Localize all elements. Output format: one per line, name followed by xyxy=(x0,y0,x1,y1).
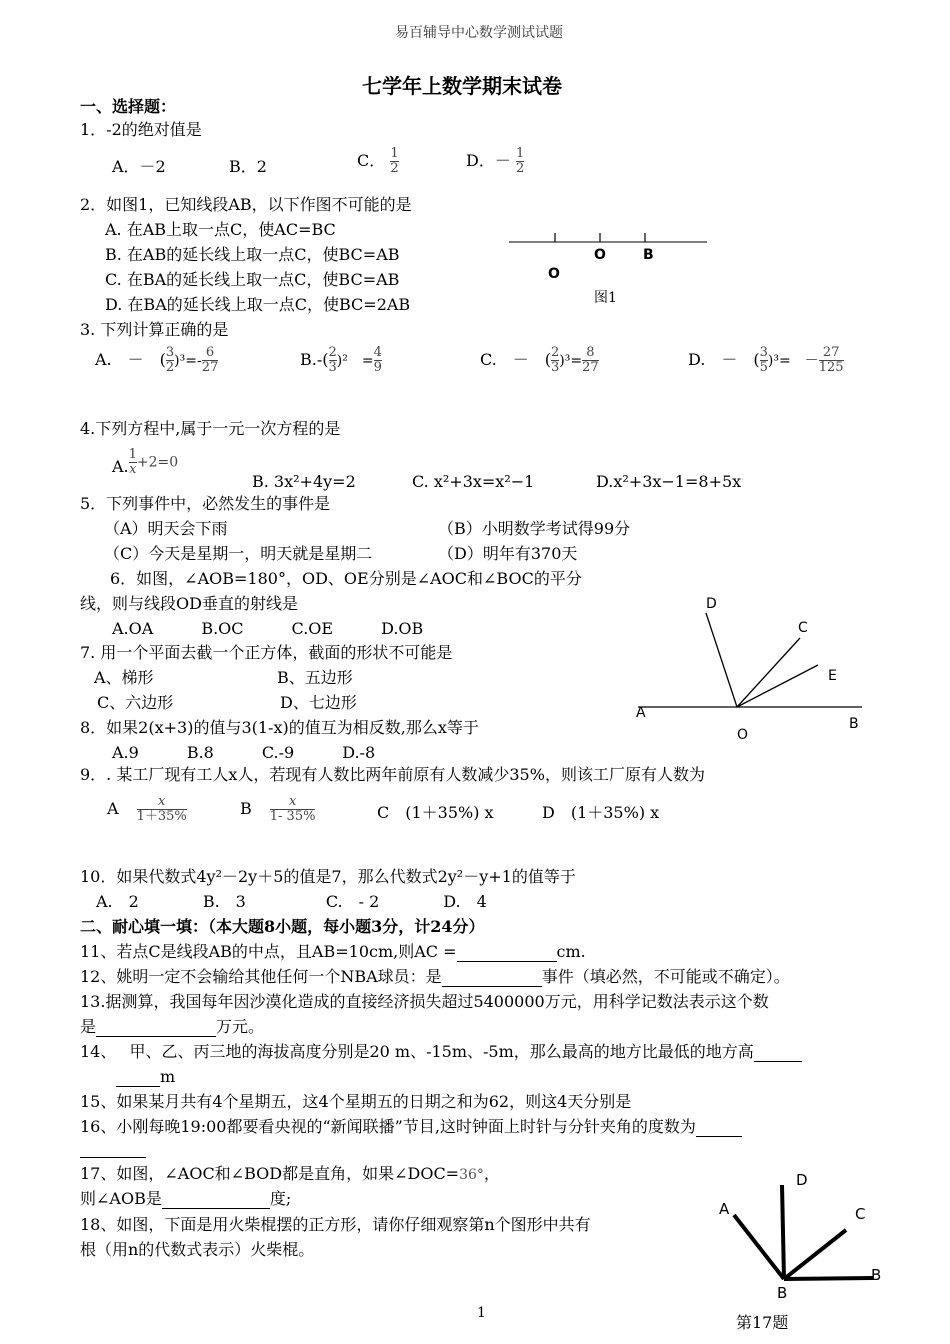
q3-b-rnum: 4 xyxy=(373,345,382,360)
q13-pre: 是 xyxy=(80,1017,97,1036)
q1-option-c-label: C． xyxy=(357,151,386,170)
q9-a-den: 1＋35% xyxy=(136,809,187,824)
q3-option-b xyxy=(300,346,382,375)
q3-stem: 3. 下列计算正确的是 xyxy=(80,320,229,339)
q14-unit: m xyxy=(160,1067,176,1086)
q1-option-d-fraction xyxy=(516,147,524,176)
q4-a-frac xyxy=(129,448,137,477)
q7-option-b: B、五边形 xyxy=(277,668,353,687)
q16-answer-blank-part1[interactable] xyxy=(696,1120,742,1137)
q18-line1: 18、如图，下面是用火柴棍摆的正方形，请你仔细观察第n个图形中共有 xyxy=(80,1215,591,1234)
q6-label-b: B xyxy=(849,716,859,732)
q3-a-frac xyxy=(166,346,174,375)
q1-option-c xyxy=(357,147,399,176)
figure-1-label-o2: O xyxy=(548,266,560,282)
q3-option-d xyxy=(688,346,844,375)
q5-option-c: （C）今天是星期一，明天就是星期二 xyxy=(104,544,373,563)
section-1-heading: 一、选择题： xyxy=(80,97,177,116)
page-header: 易百辅导中心数学测试试题 xyxy=(395,25,563,41)
q6-options: A.OA B.OC C.OE D.OB xyxy=(112,619,424,638)
q5-option-d: （D）明年有370天 xyxy=(438,544,578,563)
q13-answer-blank[interactable] xyxy=(96,1020,216,1037)
q12-answer-blank[interactable] xyxy=(442,970,542,987)
q9-option-a xyxy=(107,795,187,824)
q5-option-a: （A）明天会下雨 xyxy=(104,519,228,538)
q4-option-a xyxy=(112,448,178,477)
q1-c-num: 1 xyxy=(390,146,399,161)
q9-a-frac xyxy=(137,795,187,824)
q7-option-d: D、七边形 xyxy=(280,693,357,712)
q1-d-num: 1 xyxy=(515,146,525,161)
q6-stem-line1: 6．如图，∠AOB=180°，OD、OE分别是∠AOC和∠BOC的平分 xyxy=(110,569,582,588)
q9-b-frac xyxy=(270,795,316,824)
page-number: 1 xyxy=(477,1305,486,1321)
q3-a-rfrac xyxy=(202,346,219,375)
q4-a-rest: +2=0 xyxy=(136,454,179,471)
q2-option-d: D. 在BA的延长线上取一点C，使BC=2AB xyxy=(105,295,411,314)
q9-b-num: x xyxy=(288,794,297,809)
q4-a-den: x xyxy=(129,462,137,477)
q3-d-pre: D. － ( xyxy=(688,350,760,369)
q3-a-rnum: 6 xyxy=(205,345,215,360)
q13-line2 xyxy=(80,1017,264,1037)
q18-line2: 根（用n的代数式表示）火柴棍。 xyxy=(80,1240,315,1259)
q3-c-pow: )³= xyxy=(559,353,583,369)
q17-line2 xyxy=(80,1189,291,1209)
q4-a-num: 1 xyxy=(128,447,137,462)
q4-a-label: A. xyxy=(112,457,129,476)
q3-a-num: 3 xyxy=(165,345,175,360)
q6-label-e: E xyxy=(828,668,837,684)
q9-option-b xyxy=(240,795,315,824)
q17-label-b-vertex: B xyxy=(777,1284,788,1302)
q6-stem-line2: 线，则与线段OD垂直的射线是 xyxy=(80,594,298,613)
figure-1-label-o: O xyxy=(594,247,606,263)
q1-option-b: B．2 xyxy=(229,157,267,176)
q3-d-frac xyxy=(760,346,768,375)
q3-option-c xyxy=(480,346,599,375)
q9-a-num: x xyxy=(157,794,166,809)
q2-stem: 2．如图1，已知线段AB，以下作图不可能的是 xyxy=(80,195,412,214)
q14-text: 14、 甲、乙、丙三地的海拔高度分别是20 m、-15m、-5m，那么最高的地方比最低的地方高 xyxy=(80,1042,754,1061)
q1-option-c-fraction xyxy=(390,147,398,176)
q14-answer-blank-part2[interactable] xyxy=(116,1070,160,1087)
q15: 15、如果某月共有4个星期五，这4个星期五的日期之和为62，则这4天分别是 xyxy=(80,1092,632,1111)
q17-label-a: A xyxy=(719,1200,730,1218)
q14-line2 xyxy=(116,1067,175,1087)
q8-stem: 8．如果2(x+3)的值与3(1-x)的值互为相反数,那么x等于 xyxy=(80,718,479,737)
q7-option-a: A、梯形 xyxy=(94,668,154,687)
q3-b-frac xyxy=(329,346,337,375)
q9-a-label: A xyxy=(107,799,119,818)
q5-option-b: （B）小明数学考试得99分 xyxy=(438,519,631,538)
section-2-heading: 二、耐心填一填：（本大题8小题，每小题3分，计24分） xyxy=(80,917,485,936)
q3-c-pre: C. － ( xyxy=(480,350,552,369)
q3-d-pow: )³= － xyxy=(767,353,819,369)
q16-answer-blank-part2[interactable] xyxy=(80,1141,146,1158)
q2-option-a: A. 在AB上取一点C，使AC=BC xyxy=(105,220,336,239)
q4-option-c: C. x²+3x=x²−1 xyxy=(412,472,535,491)
q17-text: 17、如图，∠AOC和∠BOD都是直角，如果∠DOC= xyxy=(80,1164,460,1183)
q1-option-d xyxy=(466,147,524,176)
figure-1-caption: 图1 xyxy=(594,290,617,306)
q7-option-c: C、六边形 xyxy=(97,693,174,712)
q12 xyxy=(80,967,790,987)
q3-a-den: 2 xyxy=(165,360,175,375)
q12-text: 12、姚明一定不会输给其他任何一个NBA球员：是 xyxy=(80,967,442,986)
q1-d-den: 2 xyxy=(515,161,525,176)
q3-b-pow: )² = xyxy=(336,353,374,369)
q11-answer-blank[interactable] xyxy=(457,945,557,962)
q17-figure-caption: 第17题 xyxy=(736,1313,789,1332)
q4-option-b: B. 3x²+4y=2 xyxy=(252,472,356,491)
q4-option-d: D.x²+3x−1=8+5x xyxy=(596,472,742,491)
q13-line1: 13.据测算，我国每年因沙漠化造成的直接经济损失超过5400000万元，用科学记数法表示这个数 xyxy=(80,992,769,1011)
q3-a-rden: 27 xyxy=(201,360,219,375)
q3-b-den: 3 xyxy=(328,360,337,375)
q16-line2 xyxy=(80,1139,146,1158)
q17-angle-value: 36° xyxy=(459,1167,484,1183)
q6-label-o: O xyxy=(737,727,749,743)
q11 xyxy=(80,942,586,962)
q8-options: A.9 B.8 C.-9 D.-8 xyxy=(112,743,376,762)
q13-unit: 万元。 xyxy=(216,1017,265,1036)
q17-pre: 则∠AOB是 xyxy=(80,1189,162,1208)
q4-stem: 4.下列方程中,属于一元一次方程的是 xyxy=(80,419,341,438)
q16 xyxy=(80,1117,742,1137)
q1-c-den: 2 xyxy=(390,161,399,176)
q1-option-a: A．－2 xyxy=(112,157,166,176)
q9-option-d: D (1＋35%) x xyxy=(542,803,660,822)
q5-stem: 5．下列事件中，必然发生的事件是 xyxy=(80,494,331,513)
q3-a-pre: A. － ( xyxy=(95,350,166,369)
q3-c-rfrac xyxy=(582,346,599,375)
figure-1-segment xyxy=(505,225,715,250)
q1-option-d-label: D．－ xyxy=(466,151,511,170)
q17-label-c: C xyxy=(855,1205,866,1223)
q10-options: A. 2 B. 3 C. - 2 D. 4 xyxy=(96,892,487,911)
q17-label-b-right: B xyxy=(871,1266,882,1284)
q6-label-c: C xyxy=(798,620,808,636)
q17-label-d: D xyxy=(796,1171,808,1189)
q3-a-pow: )³=- xyxy=(174,353,202,369)
q16-text: 16、小刚每晚19:00都要看央视的“新闻联播”节目,这时钟面上时针与分针夹角的度数为 xyxy=(80,1117,696,1136)
q3-d-rfrac xyxy=(819,346,844,375)
q3-d-num: 3 xyxy=(759,345,768,360)
q11-text: 11、若点C是线段AB的中点，且AB=10cm,则AC = xyxy=(80,942,457,961)
q3-b-rfrac xyxy=(374,346,382,375)
q3-c-rnum: 8 xyxy=(586,345,595,360)
page-title: 七学年上数学期末试卷 xyxy=(362,74,562,98)
q6-label-d: D xyxy=(706,596,717,612)
q2-option-b: B. 在AB的延长线上取一点C，使BC=AB xyxy=(105,245,400,264)
q7-stem: 7. 用一个平面去截一个正方体，截面的形状不可能是 xyxy=(80,643,453,662)
q3-option-a xyxy=(95,346,218,375)
q6-label-a: A xyxy=(636,705,646,721)
q12-tail: 事件（填必然，不可能或不确定）。 xyxy=(541,967,790,986)
q2-option-c: C. 在BA的延长线上取一点C，使BC=AB xyxy=(105,270,400,289)
q3-c-num: 2 xyxy=(551,345,560,360)
q9-b-den: 1- 35% xyxy=(269,809,316,824)
q3-c-rden: 27 xyxy=(582,360,599,375)
q9-option-c: C (1＋35%) x xyxy=(377,803,494,822)
q3-b-pre: B.-( xyxy=(300,350,329,369)
q3-d-rnum: 27 xyxy=(822,345,840,360)
q17-comma: ， xyxy=(483,1164,500,1183)
q3-b-num: 2 xyxy=(328,345,337,360)
q3-d-rden: 125 xyxy=(818,360,844,375)
q17-line1 xyxy=(80,1164,500,1185)
q6-angle-figure xyxy=(630,600,870,720)
q3-b-rden: 9 xyxy=(373,360,382,375)
q9-stem: 9．. 某工厂现有工人x人，若现有人数比两年前原有人数减少35%，则该工厂原有人数为 xyxy=(80,765,705,784)
q3-c-den: 3 xyxy=(551,360,560,375)
q9-b-label: B xyxy=(240,799,252,818)
figure-1-label-b: B xyxy=(643,247,654,263)
q14-line1 xyxy=(80,1042,802,1062)
q10-stem: 10．如果代数式4y²－2y＋5的值是7，那么代数式2y²－y+1的值等于 xyxy=(80,867,576,886)
q11-unit: cm. xyxy=(556,942,586,961)
q17-answer-blank[interactable] xyxy=(162,1192,270,1209)
q1-stem: 1．-2的绝对值是 xyxy=(80,120,202,139)
q3-d-den: 5 xyxy=(759,360,768,375)
q17-unit: 度; xyxy=(269,1189,292,1208)
q14-answer-blank-part1[interactable] xyxy=(754,1045,802,1062)
